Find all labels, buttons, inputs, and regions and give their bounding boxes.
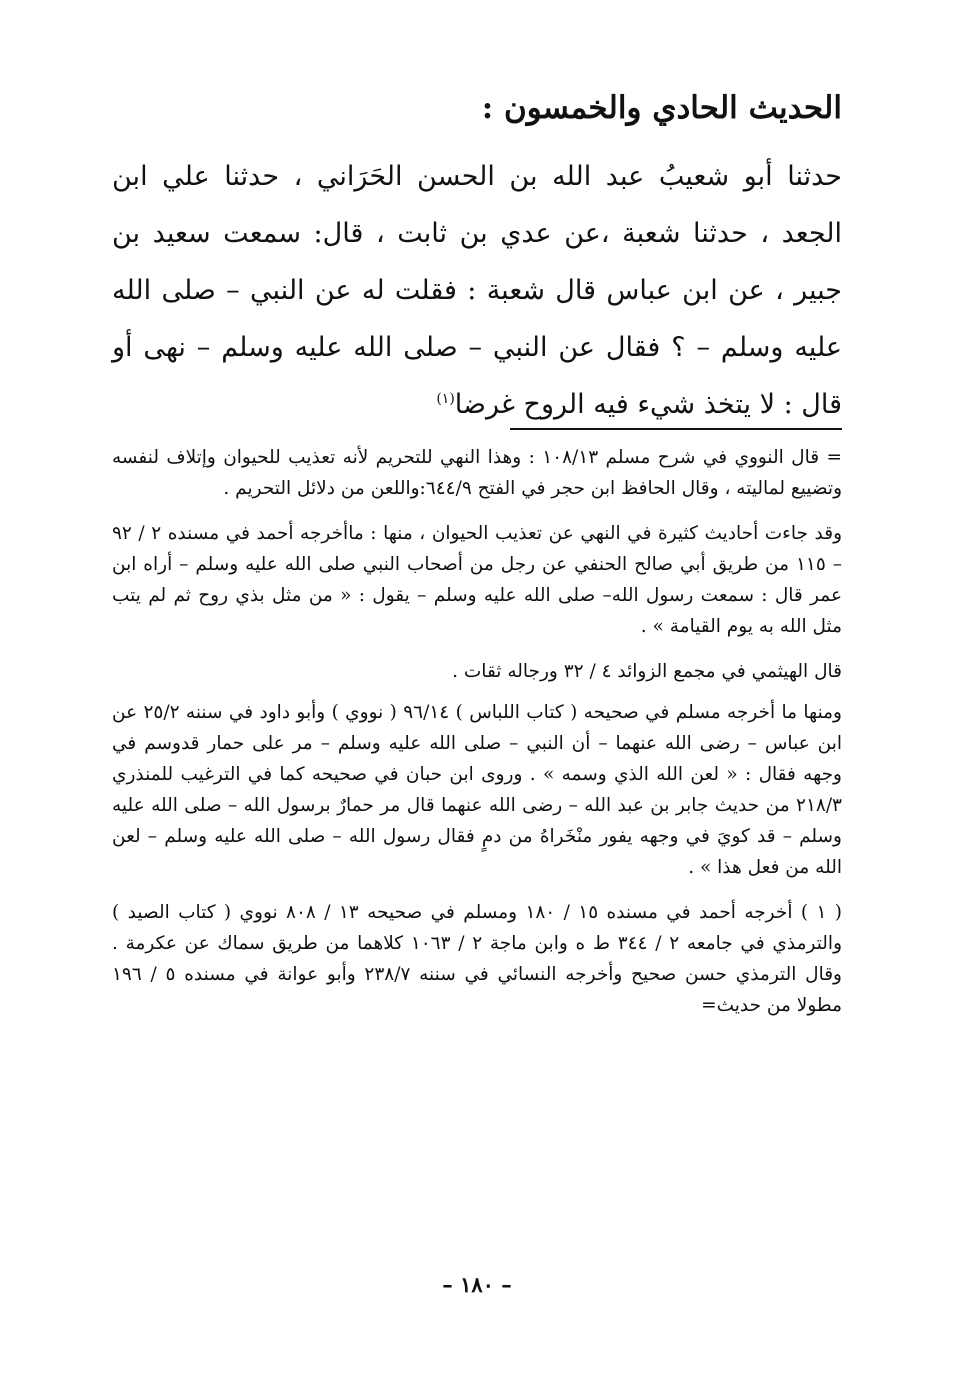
hadith-heading: الحديث الحادي والخمسون : [481, 90, 842, 126]
footnote-1 [112, 897, 842, 1021]
hadith-text: حدثنا أبو شعيبُ عبد الله بن الحسن الحَرَاني ، حدثنا علي ابن الجعد ، حدثنا شعبة ،عن عدي بن ثابت ، قال: سمعت سعيد بن جبير ، عن ابن عباس قال شعبة : فقلت له عن النبي – صلى الله عليه وسلم – ؟ فقال عن النبي – صلى الله عليه وسلم – نهى أو قال : لا يتخذ شيء فيه الروح غرضا [112, 161, 842, 420]
footnotes-section [112, 442, 842, 1035]
footnote-number: ( ١ ) [800, 902, 843, 923]
page-number: – ١٨٠ – [442, 1272, 512, 1297]
note-paragraph: قال الهيثمي في مجمع الزوائد ٤ / ٣٢ ورجاله ثقات . [452, 661, 842, 682]
footnote-marker: (١) [436, 391, 455, 407]
note-paragraph: وقد جاءت أحاديث كثيرة في النهي عن تعذيب الحيوان ، منها : ماأخرجه أحمد في مسنده ٢ / ٩٢ – ١١٥ من طريق أبي صالح الحنفي عن رجل من أصحاب النبي صلى الله عليه وسلم – أراه ابن عمر قال : سمعت رسول الله– صلى الله عليه وسلم – يقول : « من مثل بذي روح ثم لم يتب مثل الله به يوم القيامة » . [112, 523, 842, 637]
hadith-main-text [112, 148, 842, 433]
footnote-separator [510, 428, 842, 430]
footnote-text: أخرجه أحمد في مسنده ١٥ / ١٨٠ ومسلم في صحيحه ١٣ / ٨٠٨ نووي ( كتاب الصيد ) والترمذي في جامعه ٢ / ٣٤٤ ط ه وابن ماجة ٢ / ١٠٦٣ كلاهما من طريق سماك عن عكرمة . وقال الترمذي حسن صحيح وأخرجه النسائي في سننه ٢٣٨/٧ وأبو عوانة في مسنده ٥ / ١٩٦ مطولا من حديث= [112, 902, 842, 1016]
note-continuation: = قال النووي في شرح مسلم ١٠٨/١٣ : وهذا النهي للتحريم لأنه تعذيب للحيوان وإتلاف لنفسه وتضييع لماليته ، وقال الحافظ ابن حجر في الفتح ٦٤٤/٩:واللعن من دلائل التحريم . [112, 447, 842, 499]
note-paragraph: ومنها ما أخرجه مسلم في صحيحه ( كتاب اللباس ) ٩٦/١٤ ( نووي ) وأبو داود في سننه ٢٥/٢ عن ابن عباس – رضى الله عنهما – أن النبي – صلى الله عليه وسلم – مر على حمار قدوسم في وجهه فقال : « لعن الله الذي وسمه » . وروى ابن حبان في صحيحه كما في الترغيب للمنذري ٢١٨/٣ من حديث جابر بن عبد الله – رضى الله عنهما قال مر حمارٌ برسول الله – صلى الله عليه وسلم – قد كويَ في وجهه يفور منْخَراهُ من دمٍ فقال رسول الله – صلى الله عليه وسلم – لعن الله من فعل هذا » . [112, 702, 842, 878]
